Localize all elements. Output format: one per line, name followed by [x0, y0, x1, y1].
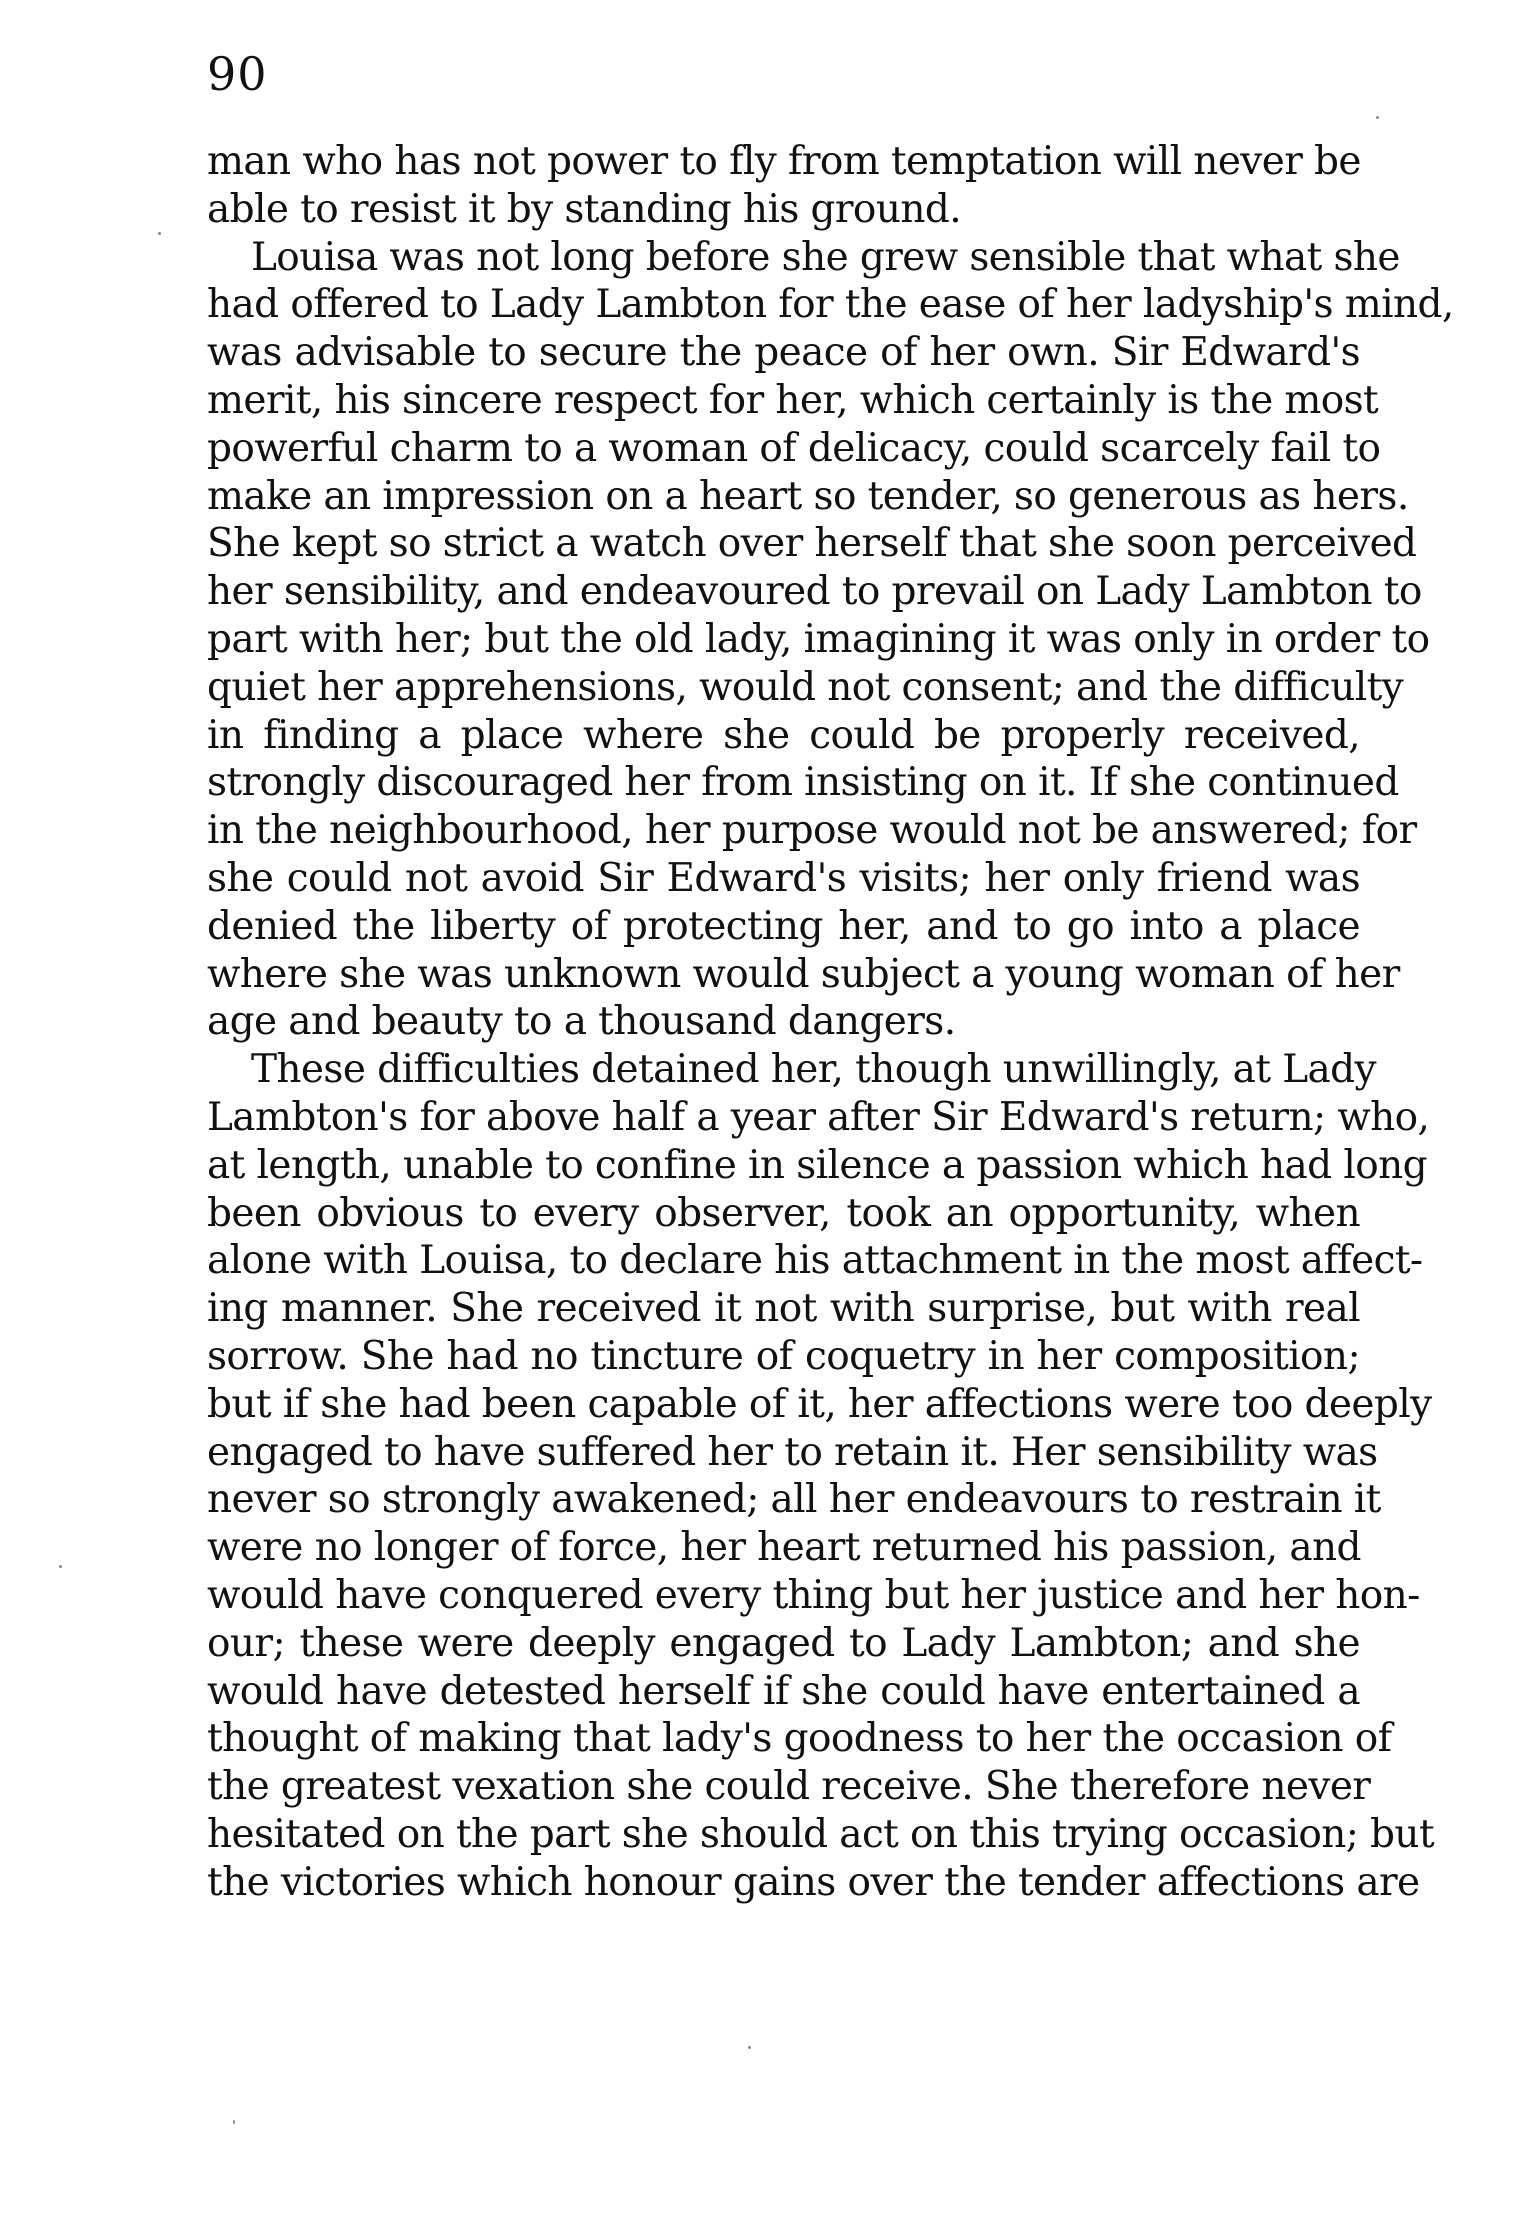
text-line: age and beauty to a thousand dangers. [207, 999, 956, 1045]
text-line: our; these were deeply engaged to Lady Lambton; and she [207, 1620, 1360, 1666]
text-line: make an impression on a heart so tender, so generous as hers. [207, 473, 1409, 519]
text-line: never so strongly awakened; all her endeavours to restrain it [207, 1477, 1381, 1523]
paragraph-start-line: Louisa was not long before she grew sensible that what she [251, 234, 1400, 280]
page-number: 90 [207, 47, 268, 101]
text-line: thought of making that lady's goodness to her the occasion of [207, 1716, 1392, 1762]
text-line: Lambton's for above half a year after Sir Edward's return; who, [207, 1094, 1430, 1140]
text-line: She kept so strict a watch over herself that she soon perceived [207, 521, 1417, 567]
body-text [207, 138, 1454, 1906]
text-line: strongly discouraged her from insisting on it. If she continued [207, 760, 1399, 806]
text-line: able to resist it by standing his ground. [207, 186, 962, 232]
text-line: at length, unable to confine in silence a passion which had long [207, 1142, 1427, 1188]
scan-speck [748, 2046, 751, 2049]
scan-speck [1376, 116, 1379, 119]
text-line: alone with Louisa, to declare his attachment in the most affect- [207, 1238, 1423, 1284]
text-line: man who has not power to fly from temptation will never be [207, 139, 1361, 184]
scan-speck [233, 2120, 235, 2124]
text-line: been obvious to every observer, took an opportunity, when [207, 1190, 1360, 1236]
text-line: denied the liberty of protecting her, and to go into a place [207, 903, 1360, 949]
scan-speck [59, 1565, 62, 1568]
text-line: merit, his sincere respect for her, which certainly is the most [207, 377, 1379, 423]
paragraph-start-line: These difficulties detained her, though unwillingly, at Lady [251, 1047, 1376, 1093]
text-line: engaged to have suffered her to retain it. Her sensibility was [207, 1429, 1378, 1475]
text-line: in finding a place where she could be properly received, [207, 712, 1360, 758]
text-line: ing manner. She received it not with surprise, but with real [207, 1286, 1360, 1332]
text-line: was advisable to secure the peace of her own. Sir Edward's [207, 330, 1360, 376]
text-line: sorrow. She had no tincture of coquetry in her composition; [207, 1333, 1360, 1379]
text-line: her sensibility, and endeavoured to prevail on Lady Lambton to [207, 569, 1422, 615]
text-line: quiet her apprehensions, would not consent; and the difficulty [207, 664, 1404, 710]
text-line: but if she had been capable of it, her affections were too deeply [207, 1381, 1432, 1427]
text-line: the greatest vexation she could receive. She therefore never [207, 1764, 1371, 1810]
text-line: where she was unknown would subject a young woman of her [207, 951, 1400, 997]
text-line: in the neighbourhood, her purpose would not be answered; for [207, 808, 1417, 854]
text-line: would have conquered every thing but her justice and her hon- [207, 1572, 1420, 1618]
text-line: hesitated on the part she should act on this trying occasion; but [207, 1811, 1435, 1857]
text-line: part with her; but the old lady, imagining it was only in order to [207, 616, 1430, 662]
text-line: the victories which honour gains over the tender affections are [207, 1859, 1420, 1905]
text-line: had offered to Lady Lambton for the ease of her ladyship's mind, [207, 282, 1454, 328]
text-line: she could not avoid Sir Edward's visits; her only friend was [207, 855, 1360, 901]
text-line: powerful charm to a woman of delicacy, could scarcely fail to [207, 425, 1381, 471]
scan-speck [158, 232, 161, 235]
text-line: would have detested herself if she could have entertained a [207, 1668, 1360, 1714]
text-line: were no longer of force, her heart returned his passion, and [207, 1525, 1361, 1571]
